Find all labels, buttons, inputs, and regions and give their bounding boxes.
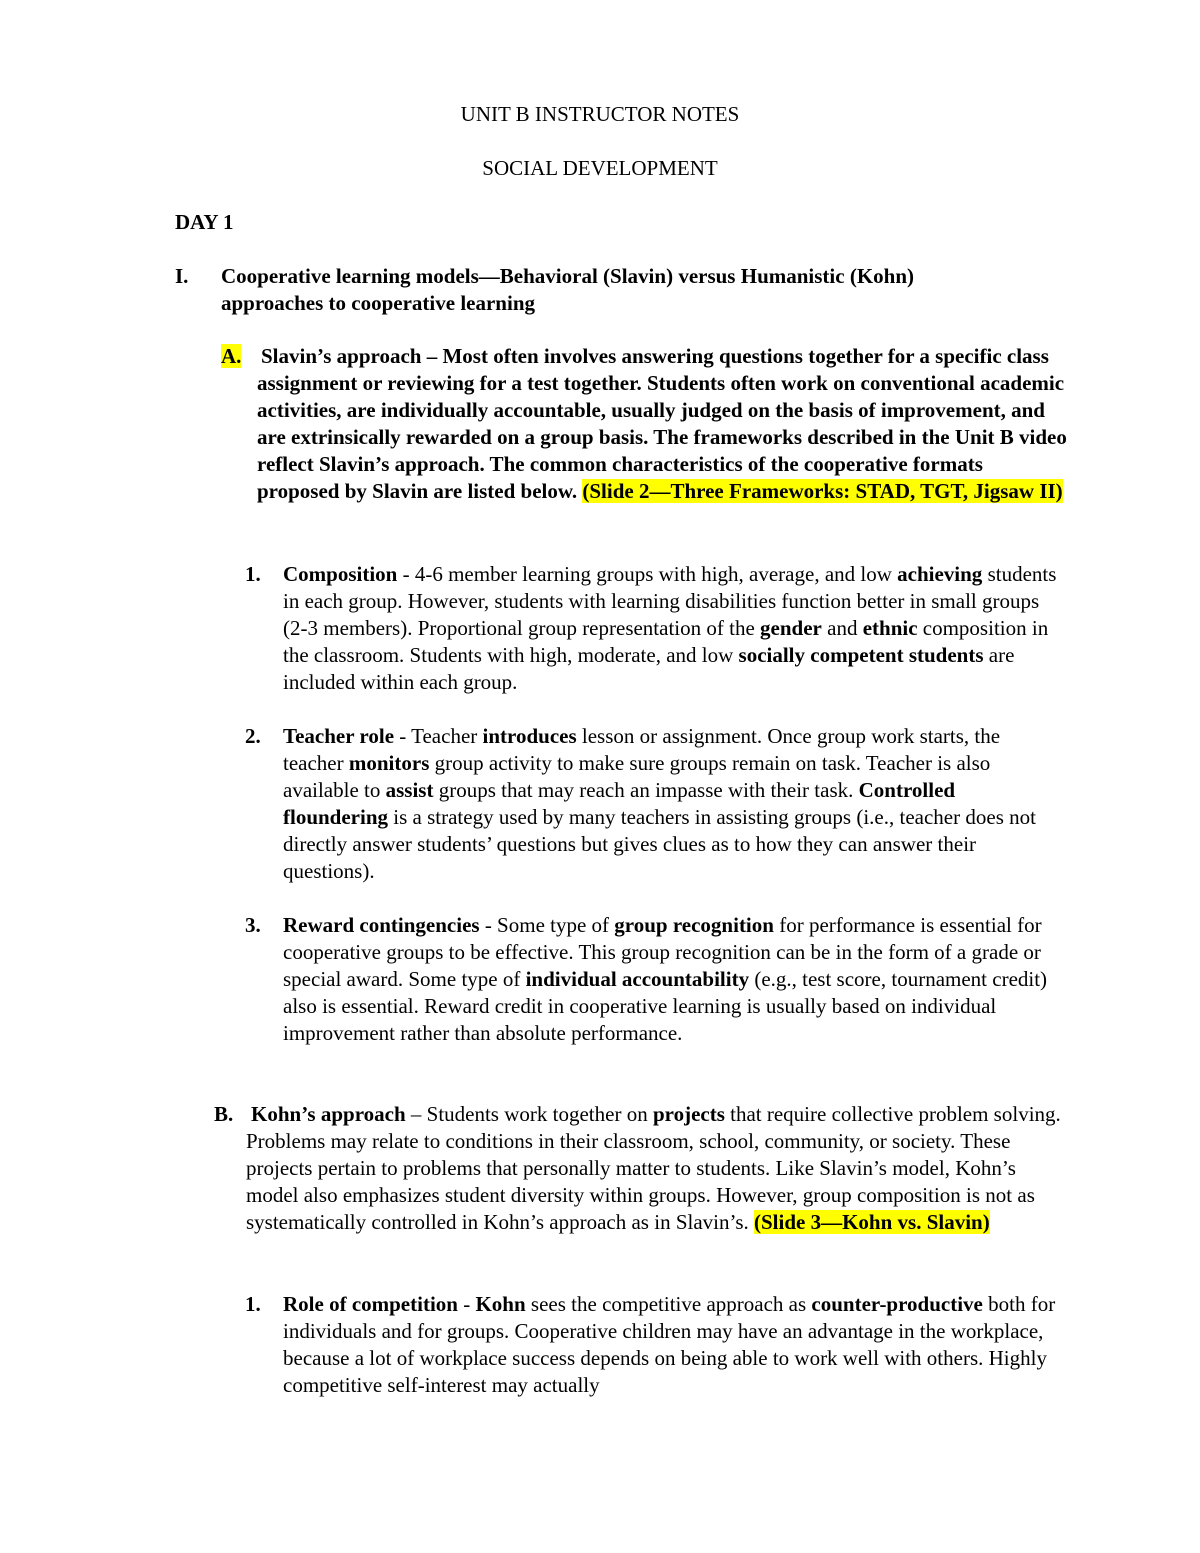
item-a2-text: groups that may reach an impasse with their task. [433, 778, 859, 802]
item-a1-bold-achieving: achieving [897, 562, 983, 586]
item-a1-bold-socially: socially competent students [738, 643, 984, 667]
item-a2-paragraph [283, 723, 1063, 885]
slide-3-reference: (Slide 3—Kohn vs. Slavin) [754, 1210, 990, 1234]
item-a2-text: is a strategy used by many teachers in assisting groups (i.e., teacher does not directly answer students’ questions but gives clues as to how they can answer their questions). [283, 805, 1036, 883]
item-b1-bold-counter-productive: counter-productive [811, 1292, 983, 1316]
item-a2-text: - Teacher [394, 724, 483, 748]
item-a1-bold-ethnic: ethnic [862, 616, 918, 640]
item-b1-paragraph [283, 1291, 1063, 1399]
slide-2-reference: (Slide 2—Three Frameworks: STAD, TGT, Jigsaw II) [582, 479, 1063, 503]
item-b1-number: 1. [245, 1292, 261, 1316]
section-b-text: – Students work together on [405, 1102, 653, 1126]
item-a2-bold-assist: assist [385, 778, 434, 802]
section-b-bold-projects: projects [652, 1102, 725, 1126]
item-a3-bold-group-recognition: group recognition [614, 913, 774, 937]
item-b1-text: - [457, 1292, 476, 1316]
item-a1-term: Composition [283, 562, 398, 586]
item-a1-text: and [821, 616, 863, 640]
item-b1-text: sees the competitive approach as [525, 1292, 812, 1316]
item-a3-text: for performance is essential for cooperative groups to be effective. This group recognition can be in the form of a grade or special award. Some type of [283, 913, 1042, 991]
item-a3-bold-accountability: individual accountability [525, 967, 750, 991]
item-a3-text: (e.g., test score, tournament credit) also is essential. Reward credit in cooperative learning is usually based on individual improvement rather than absolute performance. [283, 967, 1048, 1045]
section-a-marker-wrap [221, 343, 241, 370]
item-a2-number: 2. [245, 724, 261, 748]
item-a1-text: are included within each group. [283, 643, 1015, 694]
item-a3-number: 3. [245, 913, 261, 937]
section-i-heading [221, 263, 1061, 317]
item-a2-bold-floundering: Controlled floundering [283, 778, 956, 829]
item-a2-text: group activity to make sure groups remain on task. Teacher is also available to [283, 751, 991, 802]
section-i-marker: I. [175, 264, 189, 288]
section-a-paragraph [257, 343, 1067, 505]
section-a-marker: A. [221, 344, 242, 368]
section-b-paragraph [246, 1101, 1061, 1236]
item-a3-paragraph [283, 912, 1063, 1047]
item-a1-text: - 4-6 member learning groups with high, average, and low [397, 562, 898, 586]
item-a1-text: composition in the classroom. Students with high, moderate, and low [283, 616, 1049, 667]
section-b-text: that require collective problem solving. Problems may relate to conditions in their classroom, school, community, or society. These projects pertain to problems that personally matter to students. Like Slavin’s model, Kohn’s model also emphasizes student diversity within groups. However, group composition is not as systematically controlled in Kohn’s approach as in Slavin’s. [246, 1102, 1061, 1234]
item-b1-term: Role of competition [283, 1292, 458, 1316]
item-a2-term: Teacher role [283, 724, 395, 748]
item-b1-text: both for individuals and for groups. Cooperative children may have an advantage in the workplace, because a lot of workplace success depends on being able to work well with others. Highly competitive self-interest may actually [283, 1292, 1056, 1397]
document-title: UNIT B INSTRUCTOR NOTES [460, 102, 740, 126]
item-a2-text: lesson or assignment. Once group work starts, the teacher [283, 724, 1001, 775]
item-a1-text: students in each group. However, students with learning disabilities function better in small groups (2-3 members). Proportional group representation of the [283, 562, 1057, 640]
item-a3-text: - Some type of [479, 913, 615, 937]
day-heading: DAY 1 [175, 210, 234, 234]
item-b1-bold-kohn: Kohn [475, 1292, 526, 1316]
document-subtitle: SOCIAL DEVELOPMENT [482, 156, 718, 180]
section-i-line-2: approaches to cooperative learning [221, 291, 535, 315]
section-a-text: Slavin’s approach – Most often involves answering questions together for a specific class assignment or reviewing for a test together. Students often work on conventional academic activities, are individually accountable, usually judged on the basis of improvement, and are extrinsically rewarded on a group basis. The frameworks described in the Unit B video reflect Slavin’s approach. The common characteristics of the cooperative formats proposed by Slavin are listed below. [257, 344, 1067, 503]
item-a3-term: Reward contingencies [283, 913, 480, 937]
section-b-marker: B. [214, 1102, 234, 1126]
section-i-line-1: Cooperative learning models—Behavioral (Slavin) versus Humanistic (Kohn) [221, 264, 914, 288]
item-a1-bold-gender: gender [760, 616, 822, 640]
item-a1-paragraph [283, 561, 1063, 696]
item-a2-bold-introduces: introduces [482, 724, 577, 748]
section-b-lead: Kohn’s approach [251, 1102, 406, 1126]
item-a2-bold-monitors: monitors [348, 751, 430, 775]
item-a1-number: 1. [245, 562, 261, 586]
